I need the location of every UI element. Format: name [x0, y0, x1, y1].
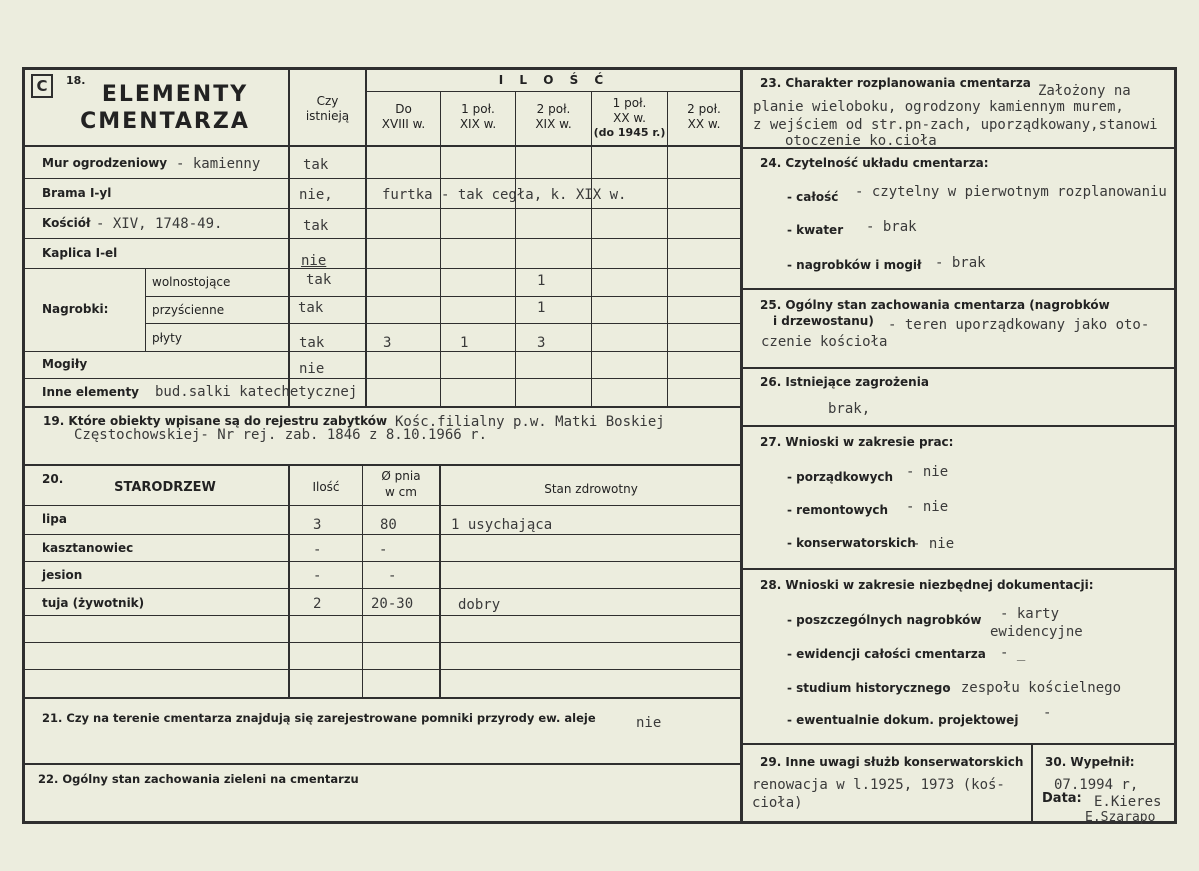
- q27-porzadkowych-label: - porządkowych: [787, 470, 894, 484]
- row-brama-exists: nie,: [299, 187, 333, 203]
- q30-label: 30. Wypełnił:: [1045, 755, 1135, 769]
- q21-label: 21. Czy na terenie cmentarza znajdują się zarejestrowane pomniki przyrody ew. aleje: [42, 711, 596, 725]
- row-kaplica-label: Kaplica I-el: [42, 246, 118, 260]
- section-letter: C: [36, 77, 48, 95]
- elementy-title-line1: ELEMENTY: [101, 82, 249, 107]
- q30-name1: E.Kieres: [1094, 794, 1162, 810]
- row-mur-value: - kamienny: [176, 156, 261, 172]
- tree-tuja-stan: dobry: [458, 597, 501, 613]
- tree-kasztanowiec-ilosc: -: [313, 542, 322, 558]
- col-2pol-xix-l2: XIX w.: [535, 117, 572, 131]
- q28-nagrobkow-label: - poszczególnych nagrobków: [787, 613, 982, 627]
- tree-lipa-ilosc: 3: [313, 517, 322, 533]
- q23-value-line3: z wejściem od str.pn-zach, uporządkowany,stanowi: [753, 117, 1158, 133]
- section-number: 18.: [66, 74, 86, 87]
- q27-label: 27. Wnioski w zakresie prac:: [760, 435, 954, 449]
- row-inne-value: bud.salki katechetycznej: [155, 384, 358, 400]
- row-mur-label: Mur ogrodzeniowy: [42, 156, 168, 170]
- col-1pol-xix-l1: 1 poł.: [461, 102, 495, 116]
- q28-projektowej-value: -: [1043, 705, 1052, 721]
- czy-header-line1: Czy: [316, 94, 339, 108]
- q27-porzadkowych-value: - nie: [906, 464, 949, 480]
- q26-label: 26. Istniejące zagrożenia: [760, 375, 929, 389]
- q25-value-line1: - teren uporządkowany jako oto-: [888, 317, 1150, 333]
- q25-label-line1: 25. Ogólny stan zachowania cmentarza (nagrobków: [760, 298, 1110, 312]
- q22-label: 22. Ogólny stan zachowania zieleni na cmentarzu: [38, 772, 359, 786]
- col-1pol-xx-l2: XX w.: [613, 111, 646, 125]
- q28-ewidencji-value: - _: [1000, 645, 1026, 661]
- q19-value-line1: Kośc.filialny p.w. Matki Boskiej: [395, 414, 665, 430]
- row-brama-note: furtka - tak cegła, k. XIX w.: [382, 187, 627, 203]
- q30-name2: E.Szarapo: [1085, 810, 1156, 825]
- q23-value-line1: Założony na: [1038, 83, 1131, 99]
- q24-calosc-value: - czytelny w pierwotnym rozplanowaniu: [855, 184, 1167, 200]
- q23-label: 23. Charakter rozplanowania cmentarza: [760, 76, 1031, 90]
- q25-label-line2: i drzewostanu): [773, 314, 874, 328]
- elementy-title-line2: CMENTARZA: [80, 109, 250, 134]
- q23-value-line4: otoczenie ko.cioła: [785, 133, 937, 149]
- q24-nagrobkow-value: - brak: [935, 255, 986, 271]
- row-mur-exists: tak: [303, 157, 329, 173]
- q20-col-stan: Stan zdrowotny: [544, 482, 638, 496]
- row-kosciol-label: Kościół: [42, 216, 91, 230]
- q19-label: 19. Które obiekty wpisane są do rejestru zabytków: [43, 414, 388, 428]
- nagrobki-przyscienne-exists: tak: [298, 300, 324, 316]
- q19-value-line2: Częstochowskiej- Nr rej. zab. 1846 z 8.10.1966 r.: [74, 427, 488, 443]
- q28-ewidencji-label: - ewidencji całości cmentarza: [787, 647, 986, 661]
- nagrobki-plyty-exists: tak: [299, 335, 325, 351]
- tree-lipa-stan: 1 usychająca: [451, 517, 553, 533]
- tree-tuja-pien: 20-30: [371, 596, 414, 612]
- row-nagrobki-label: Nagrobki:: [42, 302, 109, 316]
- nagrobki-przyscienne-2polxix: 1: [537, 300, 546, 316]
- q25-value-line2: czenie kościoła: [761, 334, 888, 350]
- col-1pol-xix-l2: XIX w.: [459, 117, 497, 131]
- q26-value: brak,: [828, 401, 871, 417]
- q24-kwater-label: - kwater: [787, 223, 844, 237]
- tree-lipa-pien: 80: [380, 517, 397, 533]
- nagrobki-przyscienne-label: przyścienne: [152, 303, 225, 317]
- nagrobki-plyty-2polxix: 3: [537, 335, 546, 351]
- col-2pol-xx-l2: XX w.: [687, 117, 721, 131]
- q29-label: 29. Inne uwagi służb konserwatorskich: [760, 755, 1024, 769]
- tree-lipa-name: lipa: [42, 512, 67, 526]
- q20-title: STARODRZEW: [114, 480, 216, 495]
- q27-konserwatorskich-label: - konserwatorskich: [787, 536, 916, 550]
- q20-col-ilosc: Ilość: [312, 480, 340, 494]
- ilosc-header: I L O Ś Ć: [498, 73, 610, 87]
- q20-col-pnia-l1: Ø pnia: [381, 469, 421, 483]
- tree-jesion-ilosc: -: [313, 568, 322, 584]
- col-1pol-xx-l3: (do 1945 r.): [593, 126, 666, 139]
- nagrobki-plyty-label: płyty: [152, 331, 182, 345]
- nagrobki-wolnostojace-2polxix: 1: [537, 273, 546, 289]
- q28-nagrobkow-value: - karty: [1000, 606, 1060, 622]
- col-2pol-xx-l1: 2 poł.: [687, 102, 721, 116]
- col-do-xviii-l2: XVIII w.: [381, 117, 426, 131]
- q24-kwater-value: - brak: [866, 219, 917, 235]
- nagrobki-wolnostojace-label: wolnostojące: [152, 275, 231, 289]
- q24-calosc-label: - całość: [787, 190, 839, 204]
- q30-data-label: Data:: [1042, 791, 1082, 806]
- col-2pol-xix-l1: 2 poł.: [536, 102, 571, 116]
- q20-col-pnia-l2: w cm: [385, 485, 417, 499]
- q24-nagrobkow-label: - nagrobków i mogił: [787, 258, 922, 272]
- q20-number: 20.: [42, 472, 64, 486]
- col-1pol-xx-l1: 1 poł.: [612, 96, 647, 110]
- q30-date: 07.1994 r,: [1054, 777, 1139, 793]
- q28-nagrobkow-value-line2: ewidencyjne: [990, 624, 1083, 640]
- q28-studium-value: - zespołu kościelnego: [944, 680, 1122, 696]
- row-kaplica-exists: nie: [301, 253, 327, 269]
- q27-remontowych-label: - remontowych: [787, 503, 889, 517]
- tree-tuja-ilosc: 2: [313, 596, 322, 612]
- nagrobki-plyty-1polxix: 1: [460, 335, 469, 351]
- nagrobki-wolnostojace-exists: tak: [306, 272, 332, 288]
- tree-tuja-name: tuja (żywotnik): [42, 596, 145, 610]
- q27-konserwatorskich-value: - nie: [912, 536, 955, 552]
- row-inne-label: Inne elementy: [42, 385, 140, 399]
- tree-kasztanowiec-name: kasztanowiec: [42, 541, 134, 555]
- q23-value-line2: planie wieloboku, ogrodzony kamiennym murem,: [753, 99, 1124, 115]
- q28-studium-label: - studium historycznego: [787, 681, 951, 695]
- row-kosciol-value: - XIV, 1748-49.: [96, 216, 223, 232]
- row-kosciol-exists: tak: [303, 218, 329, 234]
- q28-projektowej-label: - ewentualnie dokum. projektowej: [787, 713, 1019, 727]
- q24-label: 24. Czytelność układu cmentarza:: [760, 156, 989, 170]
- row-mogily-label: Mogiły: [42, 357, 88, 371]
- col-do-xviii-l1: Do: [395, 102, 412, 116]
- czy-header-line2: istnieją: [305, 109, 350, 123]
- tree-jesion-pien: -: [388, 568, 397, 584]
- tree-kasztanowiec-pien: -: [379, 542, 388, 558]
- q27-remontowych-value: - nie: [906, 499, 949, 515]
- section-letter-box: [31, 74, 53, 98]
- q29-value-line2: cioła): [752, 795, 803, 811]
- q21-value: nie: [636, 715, 662, 731]
- q29-value-line1: renowacja w l.1925, 1973 (koś-: [752, 777, 1005, 793]
- nagrobki-plyty-do-xviii: 3: [383, 335, 392, 351]
- tree-jesion-name: jesion: [42, 568, 83, 582]
- q28-label: 28. Wnioski w zakresie niezbędnej dokumentacji:: [760, 578, 1094, 592]
- row-brama-label: Brama I-yl: [42, 186, 112, 200]
- row-mogily-exists: nie: [299, 361, 325, 377]
